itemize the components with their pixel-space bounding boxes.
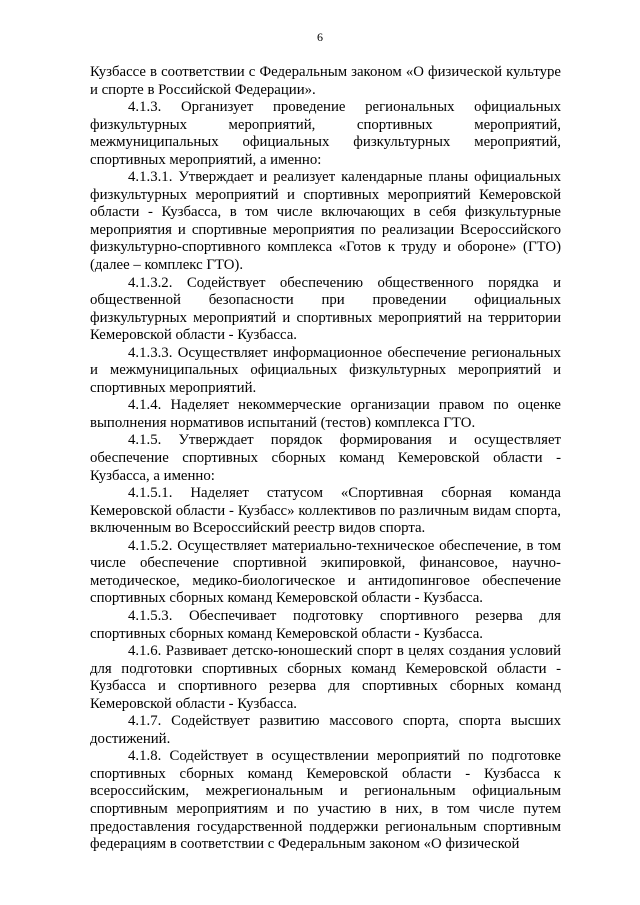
paragraph-4-1-7: 4.1.7. Содействует развитию массового спорта, спорта высших достижений. bbox=[90, 713, 561, 747]
paragraph-continuation: Кузбассе в соответствии с Федеральным законом «О физической культуре и спорте в Российской Федерации». bbox=[90, 64, 561, 98]
page-number: 6 bbox=[317, 30, 323, 44]
paragraph-4-1-4: 4.1.4. Наделяет некоммерческие организации правом по оценке выполнения нормативов испытаний (тестов) комплекса ГТО. bbox=[90, 397, 561, 431]
paragraph-4-1-3-3: 4.1.3.3. Осуществляет информационное обеспечение региональных и межмуниципальных официальных физкультурных мероприятий и спортивных мероприятий. bbox=[90, 344, 561, 396]
paragraph-4-1-5-3: 4.1.5.3. Обеспечивает подготовку спортивного резерва для спортивных сборных команд Кемеровской области - Кузбасса. bbox=[90, 607, 561, 642]
document-body bbox=[90, 64, 561, 854]
paragraph-4-1-5-1: 4.1.5.1. Наделяет статусом «Спортивная сборная команда Кемеровской области - Кузбасс» коллективов по различным видам спорта, включенным во Всероссийский реестр видов спорта. bbox=[90, 485, 561, 537]
paragraph-4-1-5: 4.1.5. Утверждает порядок формирования и осуществляет обеспечение спортивных сборных команд Кемеровской области - Кузбасса, а именно: bbox=[90, 432, 561, 484]
paragraph-4-1-6: 4.1.6. Развивает детско-юношеский спорт в целях создания условий для подготовки спортивных сборных команд Кемеровской области - Кузбасса и спортивного резерва для спортивных сборных команд Кемеровской области - Кузбасса. bbox=[90, 643, 561, 712]
paragraph-4-1-8: 4.1.8. Содействует в осуществлении мероприятий по подготовке спортивных сборных команд Кемеровской области - Кузбасса к всероссийским, межрегиональным и региональным официальным спортивным мероприятиям и по участию в них, в том числе путем предоставления государственной поддержки региональным спортивным федерациям в соответствии с Федеральным законом «О физической bbox=[90, 748, 561, 853]
paragraph-4-1-3-2: 4.1.3.2. Содействует обеспечению общественного порядка и общественной безопасности при проведении официальных физкультурных мероприятий и спортивных мероприятий на территории Кемеровской области - Кузбасса. bbox=[90, 274, 561, 344]
paragraph-4-1-3-1: 4.1.3.1. Утверждает и реализует календарные планы официальных физкультурных мероприятий и спортивных мероприятий Кемеровской области - Кузбасса, в том числе включающих в себя физкультурные мероприятия и спортивные мероприятия по реализации Всероссийского физкультурно-спортивного комплекса «Готов к труду и обороне» (ГТО) (далее – комплекс ГТО). bbox=[90, 169, 561, 274]
paragraph-4-1-3: 4.1.3. Организует проведение региональных официальных физкультурных мероприятий, спортивных мероприятий, межмуниципальных официальных физкультурных мероприятий, спортивных мероприятий, а именно: bbox=[90, 99, 561, 168]
paragraph-4-1-5-2: 4.1.5.2. Осуществляет материально-техническое обеспечение, в том числе обеспечение спортивной экипировкой, финансовое, научно-методическое, медико-биологическое и антидопинговое обеспечение спортивных сборных команд Кемеровской области - Кузбасса. bbox=[90, 537, 561, 607]
